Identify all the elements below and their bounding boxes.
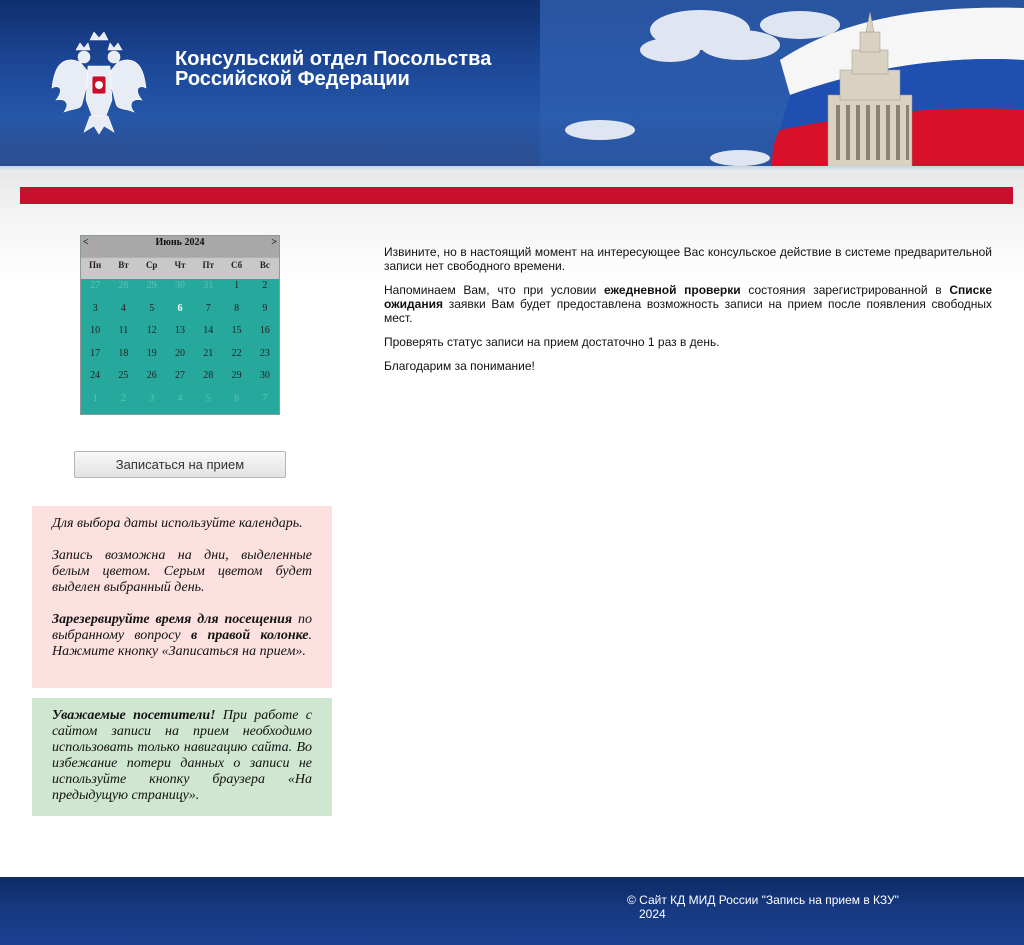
calendar-day: 4 — [177, 392, 183, 404]
calendar-day[interactable]: 8 — [234, 302, 240, 314]
calendar-header — [81, 236, 279, 257]
calendar-day[interactable]: 12 — [146, 325, 157, 336]
calendar-day: 3 — [149, 392, 155, 404]
weekday-label: Пт — [202, 260, 214, 270]
calendar-day[interactable]: 19 — [146, 347, 157, 359]
navigation-warning-note — [32, 698, 332, 816]
calendar-day[interactable]: 14 — [203, 325, 214, 336]
message-p3: Проверять статус записи на прием достаточно 1 раз в день. — [384, 335, 720, 349]
message-p2 — [384, 283, 992, 325]
calendar-day[interactable]: 29 — [231, 370, 242, 381]
calendar-day[interactable]: 30 — [259, 370, 270, 381]
flag-and-building-illustration — [540, 0, 1024, 167]
calendar-day[interactable]: 5 — [149, 302, 155, 314]
calendar-instructions-note — [32, 506, 332, 688]
calendar-day[interactable]: 4 — [120, 302, 126, 314]
date-calendar — [80, 235, 280, 415]
calendar-day[interactable]: 16 — [259, 325, 270, 336]
message-p2-a: Напоминаем Вам, что при условии — [384, 283, 605, 297]
site-header — [0, 0, 1024, 167]
calendar-day[interactable]: 21 — [203, 347, 214, 359]
calendar-day[interactable]: 27 — [174, 370, 185, 381]
calendar-day: 1 — [92, 392, 98, 404]
calendar-next-month-button[interactable]: > — [271, 237, 277, 248]
calendar-month-label: Июнь 2024 — [155, 237, 205, 248]
calendar-day[interactable]: 25 — [118, 370, 129, 381]
calendar-day[interactable]: 24 — [90, 370, 101, 381]
message-p4: Благодарим за понимание! — [384, 359, 535, 373]
calendar-day[interactable]: 13 — [174, 325, 185, 336]
calendar-day: 29 — [146, 280, 157, 291]
header-title — [175, 49, 491, 89]
calendar-day[interactable]: 3 — [92, 302, 98, 314]
calendar-day: 2 — [120, 392, 126, 404]
instructions-p1: Для выбора даты используйте календарь. — [52, 516, 303, 531]
weekday-label: Сб — [230, 260, 243, 270]
message-p1: Извините, но в настоящий момент на интересующее Вас консульское действие в системе предварительной записи нет свободного времени. — [384, 245, 992, 273]
calendar-day[interactable]: 20 — [174, 347, 185, 359]
calendar-day-grid — [81, 279, 279, 414]
calendar-day: 5 — [205, 392, 211, 404]
footer-copyright — [627, 893, 927, 921]
footer-year: 2024 — [639, 907, 666, 921]
calendar-day[interactable]: 26 — [146, 370, 157, 381]
calendar-day[interactable]: 1 — [234, 280, 240, 291]
message-p2-bold2: Списке ожидания — [384, 283, 992, 311]
calendar-day: 28 — [118, 280, 129, 291]
instructions-p3 — [52, 612, 312, 660]
instructions-p3-bold2: в правой колонке — [190, 628, 309, 643]
calendar-day: 27 — [90, 280, 101, 291]
double-headed-eagle-emblem-icon — [50, 30, 148, 136]
calendar-day[interactable]: 10 — [90, 325, 101, 336]
instructions-p2: Запись возможна на дни, выделенные белым цветом. Серым цветом будет выделен выбранный день. — [52, 548, 312, 595]
header-title-line1: Консульский отдел Посольства — [175, 48, 492, 70]
calendar-day[interactable]: 28 — [203, 370, 214, 381]
calendar-day: 7 — [262, 392, 268, 404]
message-p2-c: заявки Вам будет предоставлена возможность записи на прием после появления свободных мест. — [384, 297, 992, 325]
calendar-prev-month-button[interactable]: < — [83, 237, 89, 248]
book-appointment-button[interactable]: Записаться на прием — [74, 451, 286, 478]
calendar-day[interactable]: 18 — [118, 347, 129, 359]
weekday-label: Вт — [118, 260, 129, 270]
warning-body: При работе с сайтом записи на прием необходимо использовать только навигацию сайта. Во избежание потери данных о записи не используйте кнопку браузера «На предыдущую страницу». — [52, 708, 312, 803]
message-p2-b: состояния зарегистрированной в — [740, 283, 950, 297]
calendar-day[interactable]: 11 — [118, 325, 129, 336]
calendar-day: 30 — [174, 280, 185, 291]
warning-text — [52, 708, 312, 804]
instructions-p3-end: . Нажмите кнопку «Записаться на прием». — [52, 628, 312, 659]
calendar-day: 31 — [203, 280, 214, 291]
weekday-label: Ср — [145, 260, 158, 270]
calendar-day[interactable]: 7 — [205, 302, 211, 314]
red-accent-bar — [20, 187, 1013, 204]
calendar-day[interactable]: 22 — [231, 347, 242, 359]
calendar-day: 6 — [234, 392, 240, 404]
calendar-day[interactable]: 2 — [262, 280, 268, 291]
calendar-day[interactable]: 15 — [231, 325, 242, 336]
weekday-label: Пн — [89, 260, 102, 270]
calendar-day[interactable]: 9 — [262, 302, 268, 314]
instructions-p3-mid: по выбранному вопросу — [52, 612, 313, 643]
calendar-weekday-row — [81, 257, 279, 279]
calendar-day[interactable]: 6 — [177, 302, 183, 314]
weekday-label: Вс — [259, 260, 270, 270]
calendar-day[interactable]: 23 — [259, 347, 270, 359]
warning-bold: Уважаемые посетители! — [52, 708, 216, 723]
calendar-day[interactable]: 17 — [90, 347, 101, 359]
header-title-line2: Российской Федерации — [175, 68, 410, 90]
weekday-label: Чт — [174, 260, 186, 270]
main-message — [384, 245, 992, 383]
instructions-p3-bold: Зарезервируйте время для посещения — [52, 612, 293, 627]
message-p2-bold1: ежедневной проверки — [604, 283, 741, 297]
footer-copyright-text: © Сайт КД МИД России "Запись на прием в КЗУ" — [627, 893, 899, 907]
